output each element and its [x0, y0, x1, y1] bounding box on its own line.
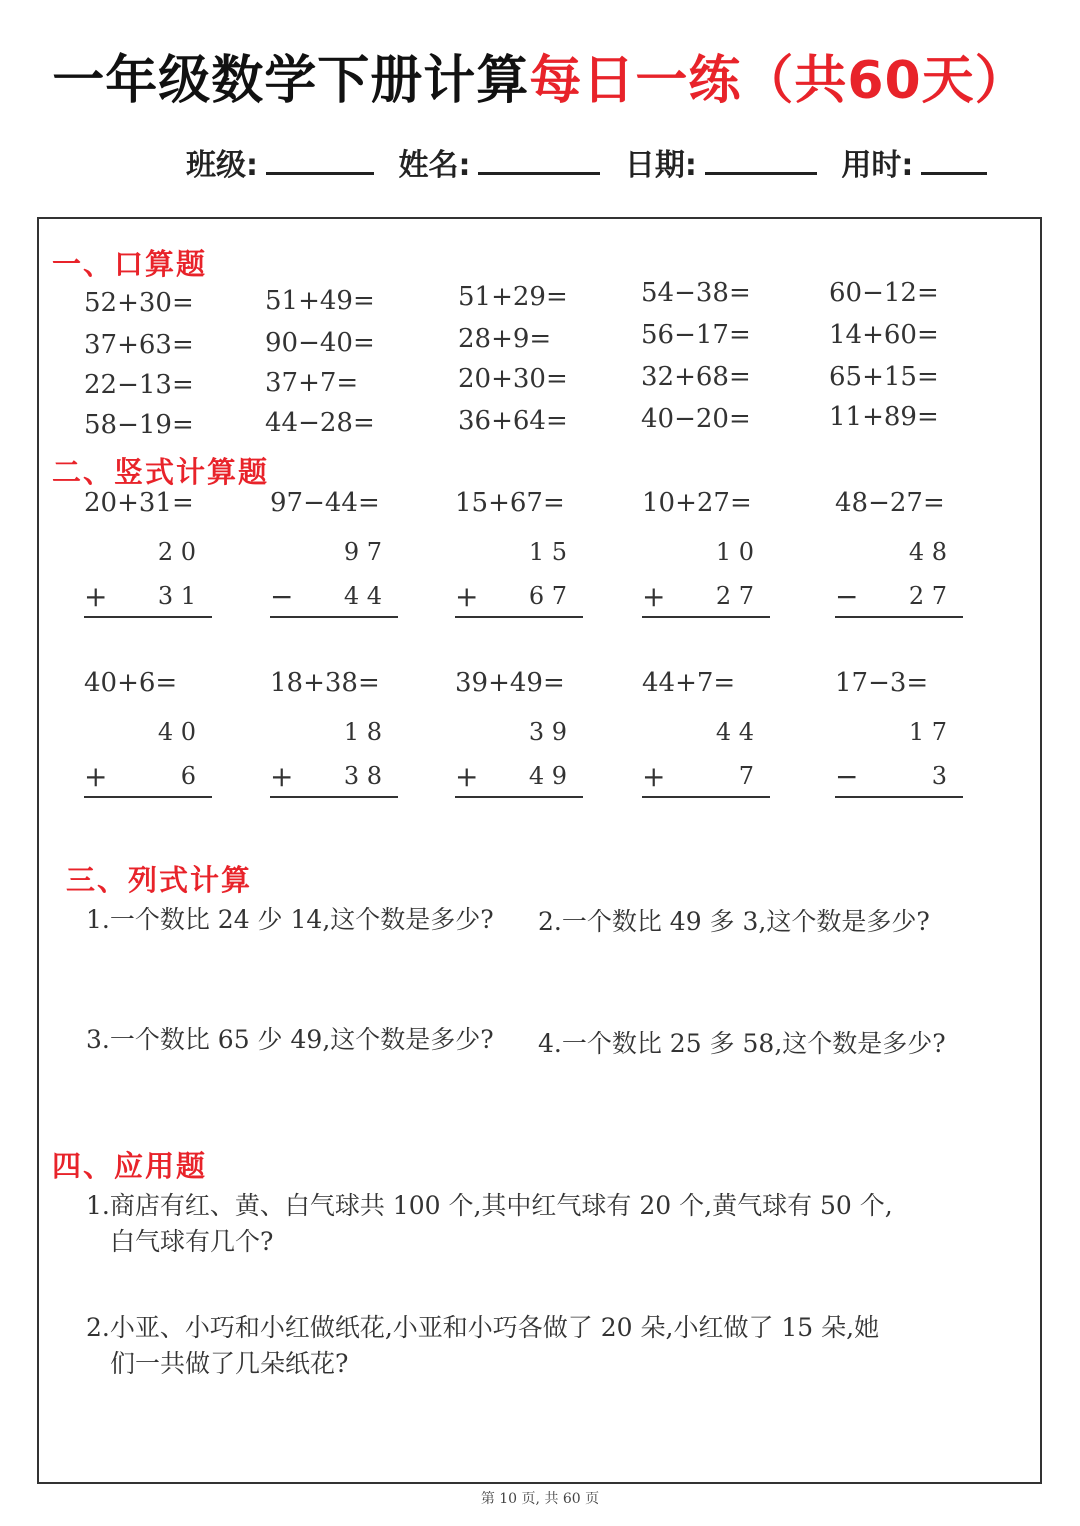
vertical-answer-line — [835, 796, 963, 798]
vertical-bottom-number: 3 1 — [157, 582, 196, 610]
oral-problem: 11+89= — [829, 402, 939, 432]
vertical-top-number: 4 4 — [715, 718, 754, 746]
student-info — [186, 140, 1001, 184]
vertical-answer-line — [455, 616, 583, 618]
vertical-answer-line — [84, 616, 212, 618]
vertical-operator: − — [835, 580, 859, 613]
vertical-bottom-number: 3 8 — [343, 762, 382, 790]
oral-problem: 56−17= — [641, 320, 751, 350]
oral-problem: 20+30= — [458, 364, 568, 394]
vertical-answer-line — [84, 796, 212, 798]
vertical-answer-line — [270, 616, 398, 618]
oral-problem: 22−13= — [84, 370, 194, 400]
oral-problem: 37+7= — [265, 368, 359, 398]
vertical-equation: 18+38= — [270, 668, 380, 698]
vertical-operator: + — [455, 580, 479, 613]
vertical-bottom-number: 4 9 — [528, 762, 567, 790]
oral-problem: 40−20= — [641, 404, 751, 434]
title-black: 一年级数学下册计算 — [52, 51, 530, 111]
vertical-answer-line — [835, 616, 963, 618]
time-blank[interactable] — [921, 144, 987, 175]
vertical-top-number: 9 7 — [343, 538, 382, 566]
section-list-title: 三、列式计算 — [66, 863, 253, 897]
vertical-top-number: 4 0 — [157, 718, 196, 746]
vertical-bottom-number: 2 7 — [715, 582, 754, 610]
vertical-bottom-number: 4 4 — [343, 582, 382, 610]
vertical-equation: 44+7= — [642, 668, 736, 698]
vertical-equation: 10+27= — [642, 488, 752, 518]
oral-problem: 65+15= — [829, 362, 939, 392]
oral-problem: 14+60= — [829, 320, 939, 350]
vertical-equation: 40+6= — [84, 668, 178, 698]
class-label: 班级: — [186, 148, 258, 183]
list-question-3: 3.一个数比 65 少 49,这个数是多少? — [86, 1025, 494, 1054]
word-problem-2-line1: 2.小亚、小巧和小红做纸花,小亚和小巧各做了 20 朵,小红做了 15 朵,她 — [86, 1313, 880, 1342]
vertical-equation: 97−44= — [270, 488, 380, 518]
word-problem-2-line2: 们一共做了几朵纸花? — [110, 1349, 349, 1378]
vertical-operator: − — [270, 580, 294, 613]
oral-problem: 32+68= — [641, 362, 751, 392]
vertical-top-number: 2 0 — [157, 538, 196, 566]
name-blank[interactable] — [478, 144, 600, 175]
vertical-top-number: 4 8 — [908, 538, 947, 566]
vertical-operator: + — [642, 580, 666, 613]
list-question-4: 4.一个数比 25 多 58,这个数是多少? — [538, 1029, 946, 1058]
vertical-operator: + — [270, 760, 294, 793]
vertical-top-number: 1 5 — [528, 538, 567, 566]
vertical-answer-line — [642, 616, 770, 618]
vertical-operator: + — [642, 760, 666, 793]
word-problem-1-line1: 1.商店有红、黄、白气球共 100 个,其中红气球有 20 个,黄气球有 50 个, — [86, 1191, 893, 1220]
oral-problem: 37+63= — [84, 330, 194, 360]
vertical-equation: 15+67= — [455, 488, 565, 518]
time-label: 用时: — [841, 148, 914, 183]
vertical-operator: + — [84, 760, 108, 793]
oral-problem: 54−38= — [641, 278, 751, 308]
vertical-answer-line — [270, 796, 398, 798]
oral-problem: 51+49= — [265, 286, 375, 316]
oral-problem: 58−19= — [84, 410, 194, 440]
vertical-equation: 39+49= — [455, 668, 565, 698]
vertical-bottom-number: 6 — [180, 762, 196, 790]
class-blank[interactable] — [266, 144, 374, 175]
name-label: 姓名: — [398, 148, 471, 183]
vertical-answer-line — [455, 796, 583, 798]
oral-problem: 28+9= — [458, 324, 552, 354]
section-oral-title: 一、口算题 — [52, 247, 208, 281]
vertical-top-number: 1 8 — [343, 718, 382, 746]
vertical-bottom-number: 6 7 — [528, 582, 567, 610]
oral-problem: 60−12= — [829, 278, 939, 308]
vertical-operator: + — [455, 760, 479, 793]
vertical-bottom-number: 2 7 — [908, 582, 947, 610]
title-red: 每日一练（共60天） — [529, 51, 1028, 111]
date-blank[interactable] — [705, 144, 817, 175]
oral-problem: 52+30= — [84, 288, 194, 318]
oral-problem: 36+64= — [458, 406, 568, 436]
page-footer: 第 10 页, 共 60 页 — [480, 1491, 600, 1507]
vertical-operator: − — [835, 760, 859, 793]
vertical-equation: 17−3= — [835, 668, 929, 698]
vertical-top-number: 3 9 — [528, 718, 567, 746]
section-word-title: 四、应用题 — [52, 1149, 208, 1183]
section-vertical-title: 二、竖式计算题 — [52, 455, 270, 489]
list-question-1: 1.一个数比 24 少 14,这个数是多少? — [86, 905, 494, 934]
oral-problem: 90−40= — [265, 328, 375, 358]
vertical-top-number: 1 7 — [908, 718, 947, 746]
word-problem-1-line2: 白气球有几个? — [110, 1227, 274, 1256]
vertical-answer-line — [642, 796, 770, 798]
date-label: 日期: — [624, 148, 697, 183]
vertical-bottom-number: 3 — [931, 762, 947, 790]
page-title — [0, 38, 1080, 113]
vertical-top-number: 1 0 — [715, 538, 754, 566]
vertical-operator: + — [84, 580, 108, 613]
vertical-equation: 20+31= — [84, 488, 194, 518]
oral-problem: 51+29= — [458, 282, 568, 312]
vertical-equation: 48−27= — [835, 488, 945, 518]
list-question-2: 2.一个数比 49 多 3,这个数是多少? — [538, 907, 930, 936]
vertical-bottom-number: 7 — [738, 762, 754, 790]
oral-problem: 44−28= — [265, 408, 375, 438]
